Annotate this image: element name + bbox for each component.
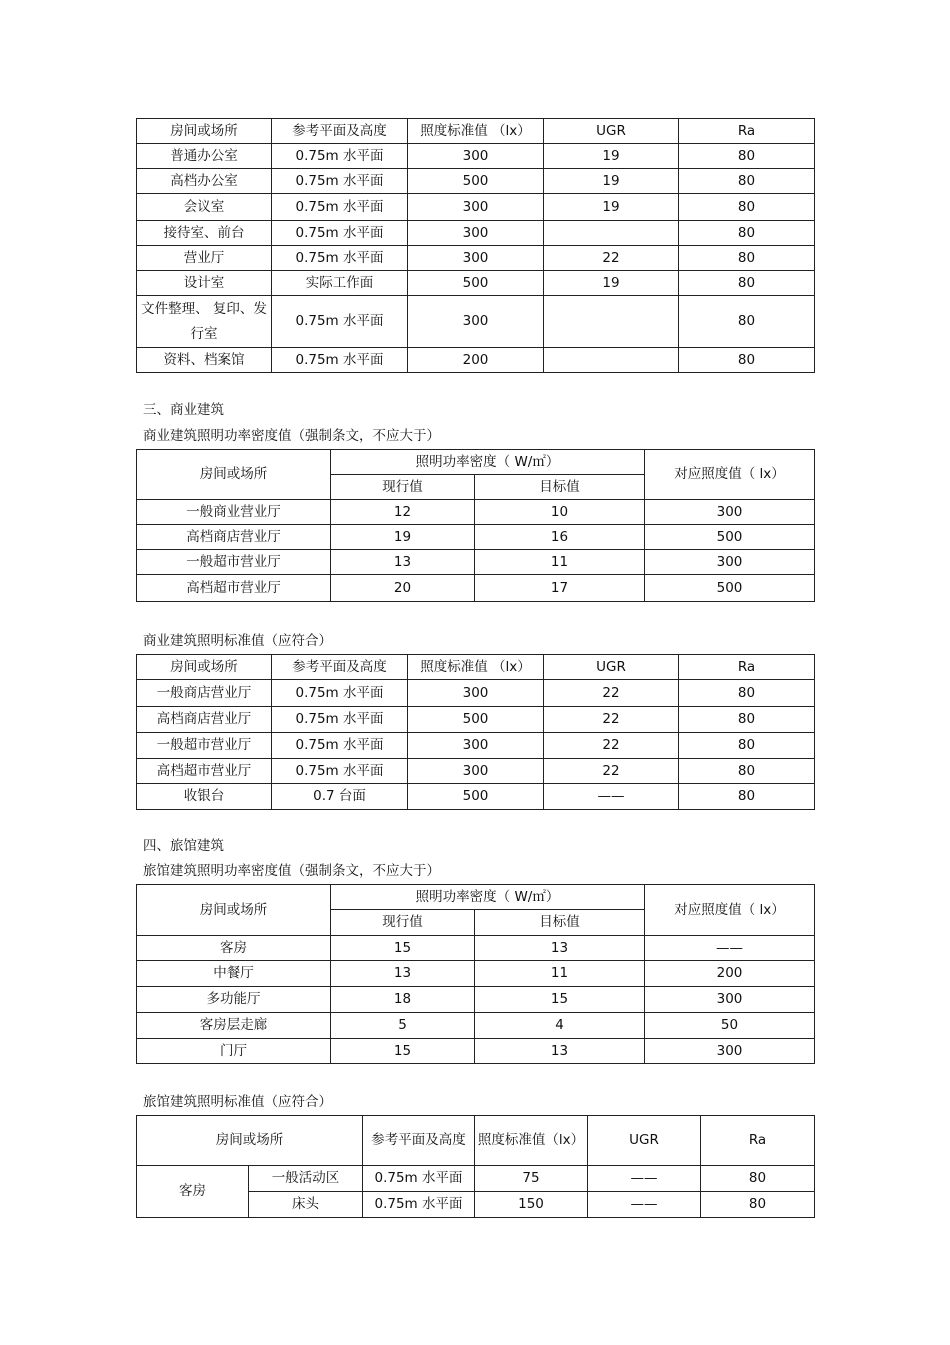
cell: —— (588, 1192, 701, 1218)
header-cell: 照度标准值 （lx） (408, 119, 544, 144)
cell: 150 (475, 1192, 588, 1218)
cell: 0.75m 水平面 (272, 246, 408, 271)
table-row (137, 194, 815, 221)
cell: 500 (408, 707, 544, 733)
cell: 0.75m 水平面 (272, 169, 408, 194)
cell: 22 (544, 733, 679, 759)
cell: 15 (331, 1039, 475, 1064)
table-header-row (137, 1116, 815, 1166)
header-cell: UGR (544, 655, 679, 680)
header-cell: Ra (679, 655, 815, 680)
commercial-density-title: 商业建筑照明功率密度值（强制条文，不应大于） (143, 428, 440, 444)
cell: 22 (544, 759, 679, 784)
header-cell: Ra (701, 1116, 815, 1166)
cell: 中餐厅 (137, 961, 331, 987)
table-header-row (137, 450, 815, 475)
cell: 22 (544, 680, 679, 707)
cell: 300 (408, 144, 544, 169)
cell: 19 (544, 169, 679, 194)
cell: 500 (645, 575, 815, 602)
cell: 一般商业营业厅 (137, 500, 331, 525)
hotel-density-table (136, 884, 815, 1064)
cell: 一般商店营业厅 (137, 680, 272, 707)
cell: 80 (679, 680, 815, 707)
table-row (137, 348, 815, 373)
cell: 22 (544, 707, 679, 733)
cell: 80 (679, 246, 815, 271)
cell: 5 (331, 1013, 475, 1039)
cell: 80 (679, 759, 815, 784)
header-cell: 参考平面及高度 (363, 1116, 475, 1166)
cell: 300 (408, 296, 544, 348)
cell: 500 (408, 169, 544, 194)
header-cell: 房间或场所 (137, 885, 331, 936)
cell: 80 (679, 271, 815, 296)
cell: 500 (408, 271, 544, 296)
header-cell: 参考平面及高度 (272, 119, 408, 144)
cell: 一般超市营业厅 (137, 550, 331, 575)
table-row (137, 987, 815, 1013)
table-row (137, 1166, 815, 1192)
cell: 12 (331, 500, 475, 525)
cell: 13 (331, 961, 475, 987)
table-row (137, 550, 815, 575)
cell: 11 (475, 961, 645, 987)
header-cell: 参考平面及高度 (272, 655, 408, 680)
header-cell: UGR (544, 119, 679, 144)
cell: 0.75m 水平面 (272, 296, 408, 348)
cell: 接待室、前台 (137, 221, 272, 246)
header-cell: 房间或场所 (137, 119, 272, 144)
hotel-density-title: 旅馆建筑照明功率密度值（强制条文，不应大于） (143, 863, 440, 879)
cell: 80 (679, 169, 815, 194)
table-row (137, 271, 815, 296)
hotel-standard-title: 旅馆建筑照明标准值（应符合） (143, 1094, 332, 1110)
table-row (137, 680, 815, 707)
cell: 会议室 (137, 194, 272, 221)
cell: —— (544, 784, 679, 810)
cell: 0.75m 水平面 (272, 348, 408, 373)
cell: 300 (645, 987, 815, 1013)
cell: 19 (544, 194, 679, 221)
table-row (137, 144, 815, 169)
cell: 80 (701, 1192, 815, 1218)
cell: 80 (679, 348, 815, 373)
header-cell: 目标值 (475, 910, 645, 936)
cell: 200 (645, 961, 815, 987)
table-row (137, 575, 815, 602)
table-row (137, 500, 815, 525)
header-cell: 房间或场所 (137, 1116, 363, 1166)
cell: 0.75m 水平面 (272, 680, 408, 707)
cell: 300 (408, 246, 544, 271)
table-header-row (137, 885, 815, 910)
cell: 设计室 (137, 271, 272, 296)
cell: 高档超市营业厅 (137, 575, 331, 602)
cell: 营业厅 (137, 246, 272, 271)
cell: 高档超市营业厅 (137, 759, 272, 784)
cell: 0.75m 水平面 (272, 759, 408, 784)
header-cell: UGR (588, 1116, 701, 1166)
table-row (137, 246, 815, 271)
hotel-standard-table (136, 1115, 815, 1218)
cell: 床头 (249, 1192, 363, 1218)
cell: 15 (331, 936, 475, 961)
cell: 0.75m 水平面 (272, 221, 408, 246)
header-cell: 照度标准值（lx） (475, 1116, 588, 1166)
cell: 10 (475, 500, 645, 525)
table-row (137, 296, 815, 348)
table-row (137, 733, 815, 759)
section-title-commercial: 三、商业建筑 (143, 402, 224, 418)
commercial-standard-title: 商业建筑照明标准值（应符合） (143, 633, 332, 649)
cell: 16 (475, 525, 645, 550)
header-cell: 现行值 (331, 475, 475, 500)
table-row (137, 1013, 815, 1039)
cell: 门厅 (137, 1039, 331, 1064)
cell: 收银台 (137, 784, 272, 810)
cell (544, 348, 679, 373)
cell: 高档商店营业厅 (137, 707, 272, 733)
cell: 300 (408, 759, 544, 784)
cell: 实际工作面 (272, 271, 408, 296)
table-row (137, 936, 815, 961)
header-cell: 照明功率密度（ W/㎡） (331, 885, 645, 910)
table-header-row (137, 655, 815, 680)
table-row (137, 221, 815, 246)
cell: 资料、档案馆 (137, 348, 272, 373)
cell: 普通办公室 (137, 144, 272, 169)
cell (544, 296, 679, 348)
cell: 19 (331, 525, 475, 550)
cell: 80 (679, 707, 815, 733)
cell: —— (645, 936, 815, 961)
cell: 80 (679, 144, 815, 169)
cell: 300 (408, 733, 544, 759)
cell: 13 (331, 550, 475, 575)
commercial-standard-table (136, 654, 815, 810)
cell: 17 (475, 575, 645, 602)
table-header-row (137, 119, 815, 144)
cell: 0.75m 水平面 (272, 144, 408, 169)
cell: 80 (679, 221, 815, 246)
cell: 一般超市营业厅 (137, 733, 272, 759)
header-cell: 房间或场所 (137, 450, 331, 500)
header-cell: Ra (679, 119, 815, 144)
cell: 0.75m 水平面 (363, 1166, 475, 1192)
table-row (137, 759, 815, 784)
table-row (137, 1039, 815, 1064)
header-cell: 对应照度值（ lx） (645, 885, 815, 936)
cell: 19 (544, 271, 679, 296)
cell: 文件整理、 复印、发行室 (137, 296, 272, 348)
cell: 300 (645, 1039, 815, 1064)
cell: 80 (679, 733, 815, 759)
cell: 500 (645, 525, 815, 550)
header-cell: 目标值 (475, 475, 645, 500)
header-cell: 照度标准值 （lx） (408, 655, 544, 680)
cell: 18 (331, 987, 475, 1013)
cell: 13 (475, 1039, 645, 1064)
office-standard-table (136, 118, 815, 373)
cell: 多功能厅 (137, 987, 331, 1013)
table-row (137, 525, 815, 550)
cell: 300 (645, 550, 815, 575)
section-title-hotel: 四、旅馆建筑 (143, 838, 224, 854)
cell: 0.75m 水平面 (363, 1192, 475, 1218)
cell: 客房层走廊 (137, 1013, 331, 1039)
cell: 300 (408, 221, 544, 246)
cell: 0.75m 水平面 (272, 707, 408, 733)
cell: 22 (544, 246, 679, 271)
group-cell: 客房 (137, 1166, 249, 1218)
table-row (137, 169, 815, 194)
cell: 一般活动区 (249, 1166, 363, 1192)
cell: 300 (408, 194, 544, 221)
cell: 19 (544, 144, 679, 169)
cell: 80 (701, 1166, 815, 1192)
cell: 500 (408, 784, 544, 810)
cell: 13 (475, 936, 645, 961)
cell: 300 (408, 680, 544, 707)
cell: 高档办公室 (137, 169, 272, 194)
commercial-density-table (136, 449, 815, 602)
header-cell: 照明功率密度（ W/㎡） (331, 450, 645, 475)
cell: 11 (475, 550, 645, 575)
cell (544, 221, 679, 246)
cell: 0.7 台面 (272, 784, 408, 810)
cell: 50 (645, 1013, 815, 1039)
cell: 高档商店营业厅 (137, 525, 331, 550)
header-cell: 对应照度值（ lx） (645, 450, 815, 500)
cell: —— (588, 1166, 701, 1192)
cell: 15 (475, 987, 645, 1013)
cell: 20 (331, 575, 475, 602)
table-row (137, 707, 815, 733)
cell: 0.75m 水平面 (272, 733, 408, 759)
cell: 4 (475, 1013, 645, 1039)
header-cell: 房间或场所 (137, 655, 272, 680)
table-row (137, 784, 815, 810)
cell: 客房 (137, 936, 331, 961)
cell: 80 (679, 194, 815, 221)
cell: 80 (679, 784, 815, 810)
cell: 80 (679, 296, 815, 348)
table-row (137, 961, 815, 987)
cell: 0.75m 水平面 (272, 194, 408, 221)
header-cell: 现行值 (331, 910, 475, 936)
cell: 75 (475, 1166, 588, 1192)
cell: 200 (408, 348, 544, 373)
cell: 300 (645, 500, 815, 525)
